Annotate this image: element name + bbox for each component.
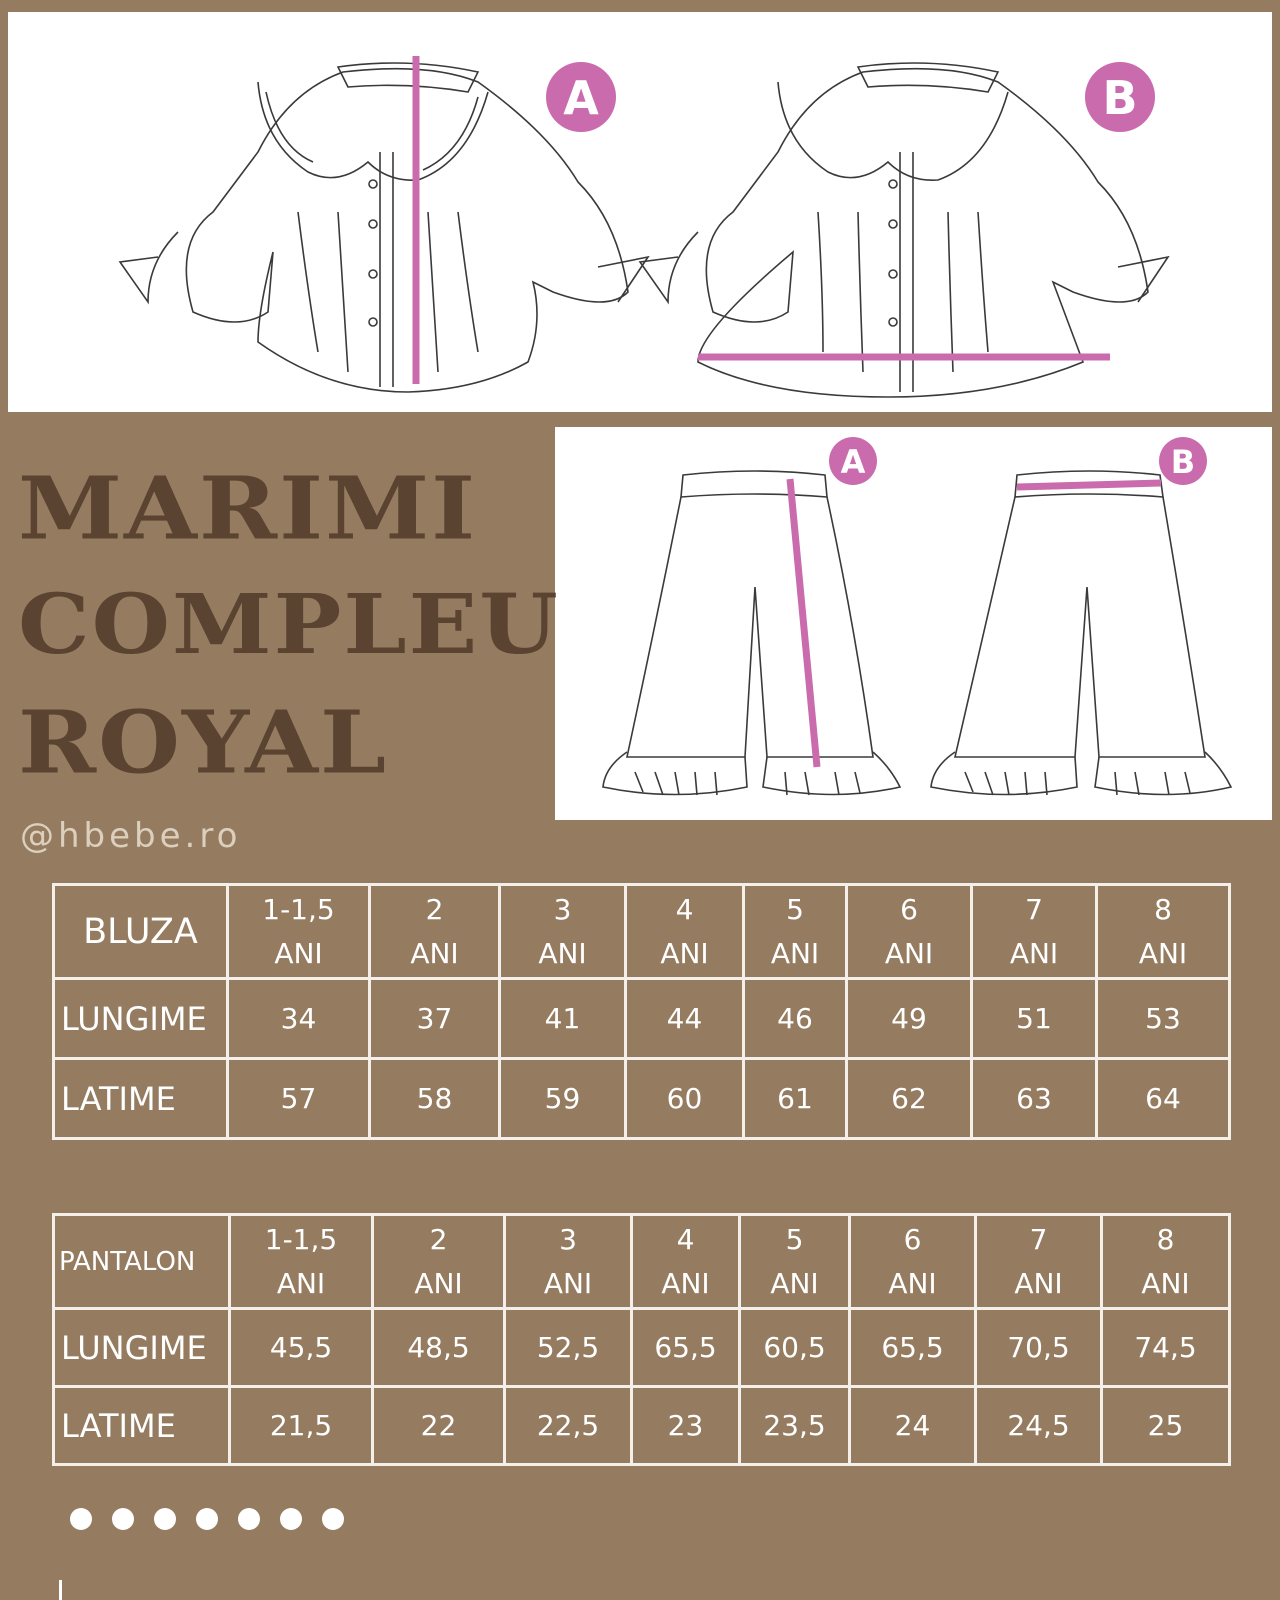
pants-illustration-panel (555, 427, 1272, 820)
blouse-illustration-panel (8, 12, 1272, 412)
table-cell: 57 (228, 1059, 370, 1139)
table-cell: 24 (850, 1387, 976, 1465)
pager-dot[interactable] (280, 1508, 302, 1530)
size-header: 8 ANI (1102, 1215, 1230, 1309)
table-cell: 22,5 (505, 1387, 632, 1465)
blouse-badge-a (546, 62, 616, 132)
title-line-3: ROYAL (18, 692, 389, 794)
svg-text:A: A (840, 443, 866, 481)
title-line-2: COMPLEU (18, 575, 560, 674)
pager-dot[interactable] (196, 1508, 218, 1530)
table-cell: 63 (972, 1059, 1097, 1139)
pants-badge-a (829, 437, 877, 485)
row-label: LUNGIME (54, 979, 228, 1059)
table-cell: 64 (1097, 1059, 1230, 1139)
svg-text:B: B (1170, 443, 1196, 481)
table-cell: 61 (744, 1059, 847, 1139)
pager-dot[interactable] (112, 1508, 134, 1530)
size-header: 4 ANI (626, 885, 744, 979)
table-cell: 41 (500, 979, 626, 1059)
blouse-size-header-row (54, 885, 1230, 979)
table-cell: 51 (972, 979, 1097, 1059)
table-cell: 37 (370, 979, 500, 1059)
table-cell: 59 (500, 1059, 626, 1139)
blouse-drawings (8, 12, 1272, 412)
svg-text:B: B (1102, 71, 1138, 125)
pager-dot[interactable] (154, 1508, 176, 1530)
pants-size-table (52, 1213, 1231, 1466)
table-cell: 58 (370, 1059, 500, 1139)
size-header: 1-1,5 ANI (230, 1215, 373, 1309)
pager-dots (70, 1508, 344, 1530)
table-cell: 23,5 (740, 1387, 850, 1465)
table-cell: 25 (1102, 1387, 1230, 1465)
table-row (54, 1059, 1230, 1139)
pager-dot[interactable] (70, 1508, 92, 1530)
table-cell: 70,5 (976, 1309, 1102, 1387)
blouse-badge-b (1085, 62, 1155, 132)
table-cell: 48,5 (373, 1309, 505, 1387)
blouse-b-drawing (640, 63, 1168, 397)
blouse-table-corner: BLUZA (54, 885, 228, 979)
size-header: 1-1,5 ANI (228, 885, 370, 979)
pants-length-marker (790, 479, 817, 767)
pager-dot[interactable] (322, 1508, 344, 1530)
pager-dot[interactable] (238, 1508, 260, 1530)
table-row (54, 1309, 1230, 1387)
table-cell: 62 (847, 1059, 972, 1139)
table-cell: 65,5 (850, 1309, 976, 1387)
table-cell: 23 (632, 1387, 740, 1465)
divider-tick (59, 1580, 62, 1600)
table-cell: 60 (626, 1059, 744, 1139)
row-label: LUNGIME (54, 1309, 230, 1387)
pants-size-header-row (54, 1215, 1230, 1309)
size-header: 5 ANI (740, 1215, 850, 1309)
table-cell: 53 (1097, 979, 1230, 1059)
table-cell: 60,5 (740, 1309, 850, 1387)
size-header: 6 ANI (847, 885, 972, 979)
table-cell: 45,5 (230, 1309, 373, 1387)
pants-a-drawing (603, 471, 900, 795)
size-header: 7 ANI (972, 885, 1097, 979)
table-cell: 24,5 (976, 1387, 1102, 1465)
blouse-size-table (52, 883, 1231, 1140)
size-header: 2 ANI (373, 1215, 505, 1309)
title-line-1: MARIMI (18, 458, 478, 560)
size-header: 6 ANI (850, 1215, 976, 1309)
social-handle: @hbebe.ro (20, 816, 242, 856)
table-row (54, 1387, 1230, 1465)
svg-text:A: A (563, 71, 599, 125)
table-cell: 65,5 (632, 1309, 740, 1387)
table-cell: 52,5 (505, 1309, 632, 1387)
size-header: 3 ANI (505, 1215, 632, 1309)
pants-drawings (555, 427, 1272, 820)
table-cell: 21,5 (230, 1387, 373, 1465)
pants-waist-marker (1017, 483, 1161, 487)
size-header: 3 ANI (500, 885, 626, 979)
table-cell: 22 (373, 1387, 505, 1465)
size-header: 2 ANI (370, 885, 500, 979)
table-cell: 44 (626, 979, 744, 1059)
table-row (54, 979, 1230, 1059)
row-label: LATIME (54, 1059, 228, 1139)
size-header: 4 ANI (632, 1215, 740, 1309)
table-cell: 46 (744, 979, 847, 1059)
pants-badge-b (1159, 437, 1207, 485)
pants-table-corner: PANTALON (54, 1215, 230, 1309)
table-cell: 74,5 (1102, 1309, 1230, 1387)
table-cell: 34 (228, 979, 370, 1059)
size-header: 5 ANI (744, 885, 847, 979)
row-label: LATIME (54, 1387, 230, 1465)
size-header: 7 ANI (976, 1215, 1102, 1309)
table-cell: 49 (847, 979, 972, 1059)
size-header: 8 ANI (1097, 885, 1230, 979)
pants-b-drawing (931, 471, 1231, 795)
